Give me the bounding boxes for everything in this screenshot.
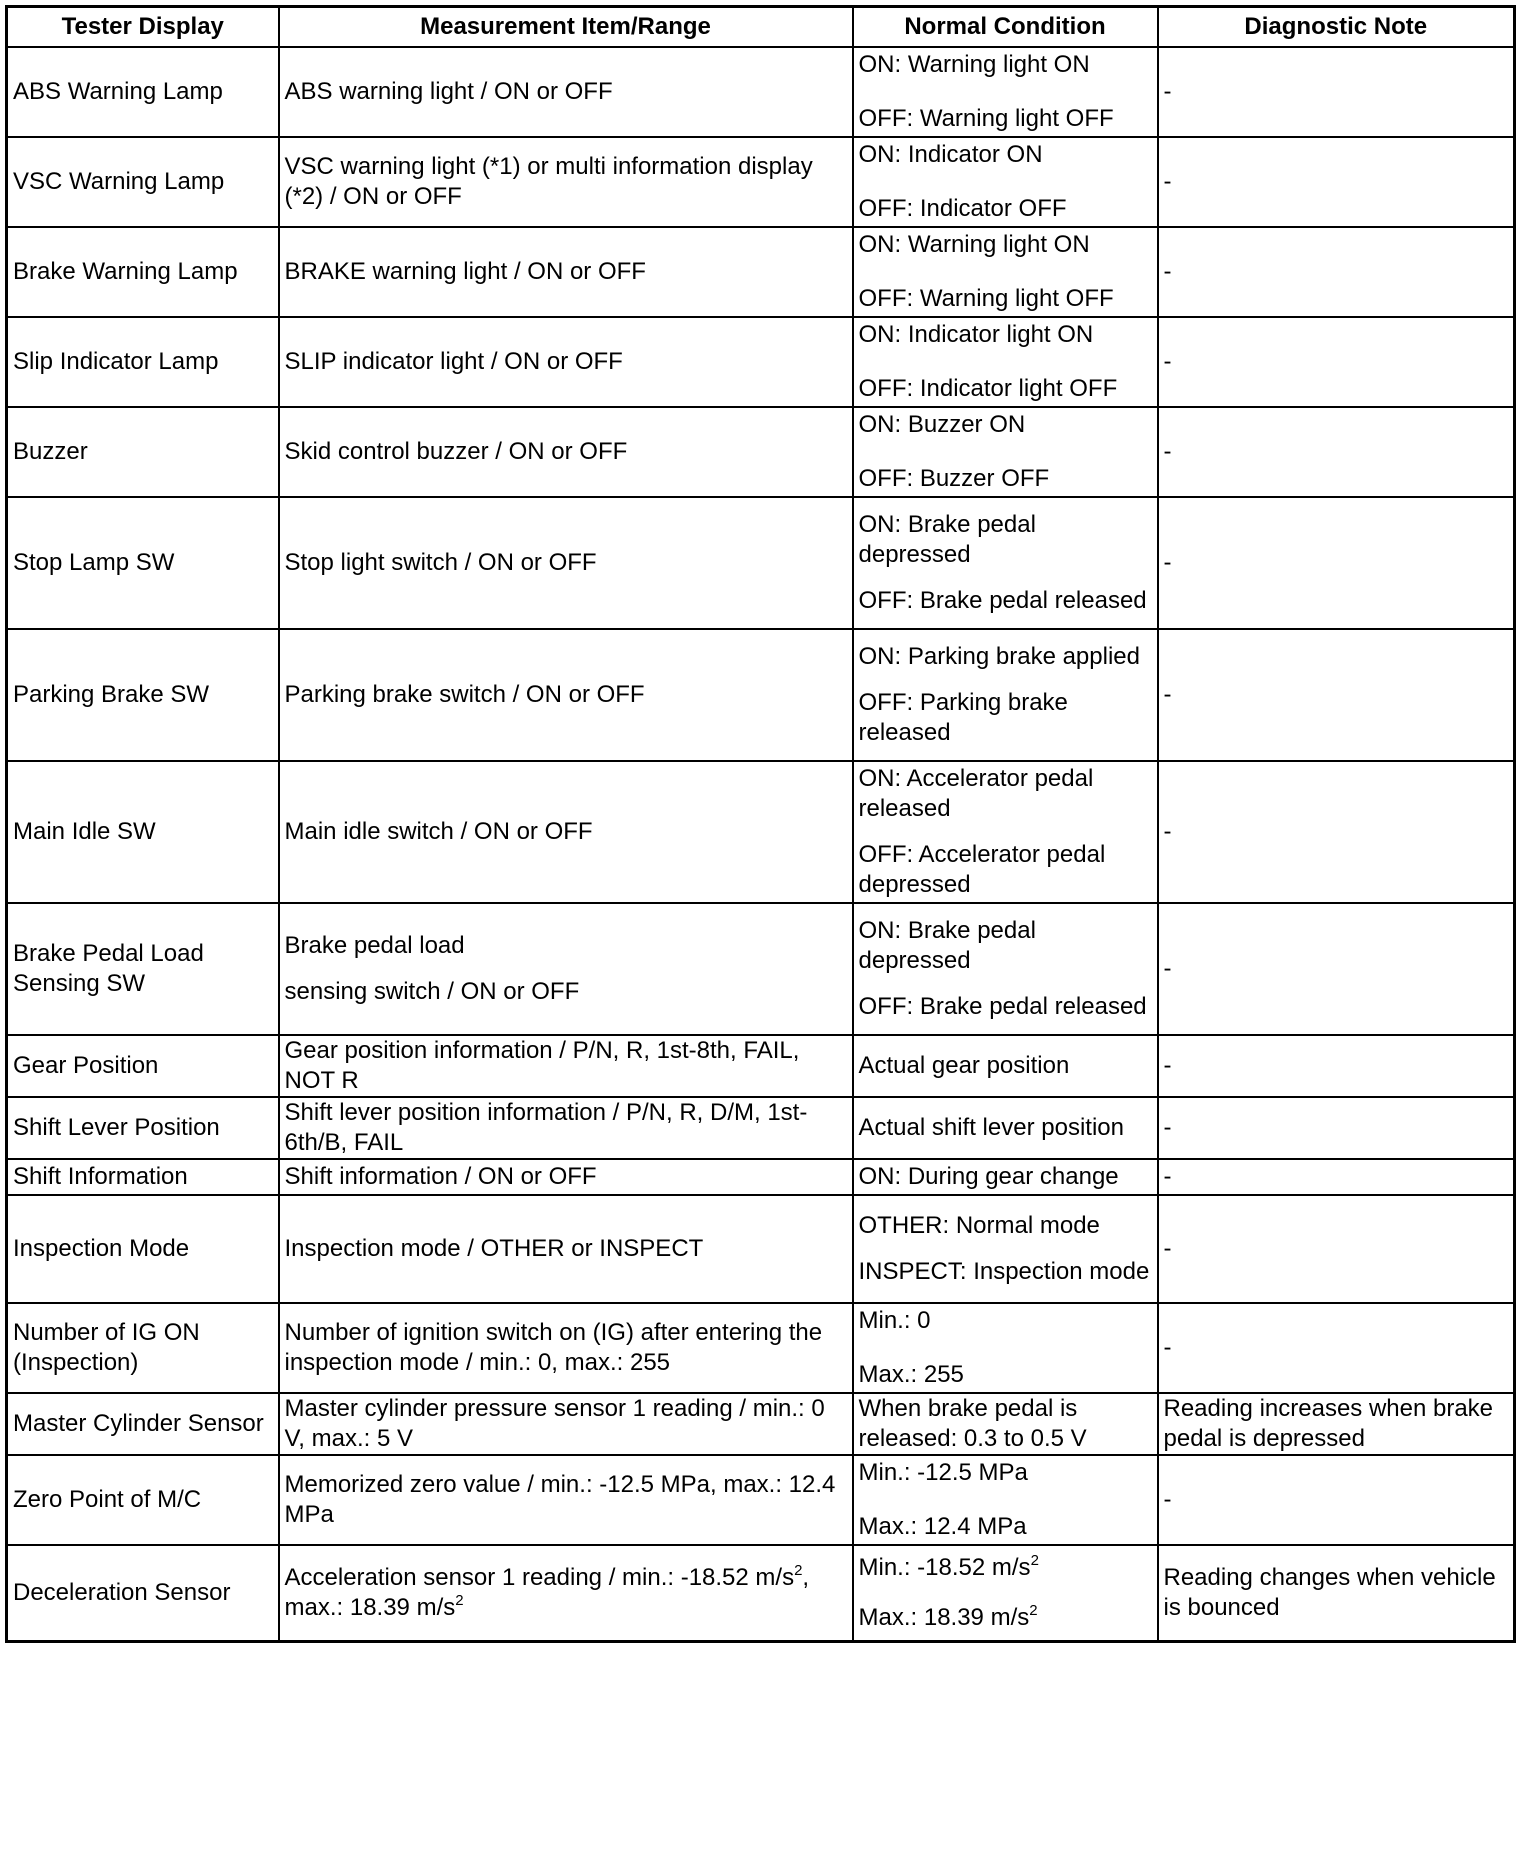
tester-display-cell: Stop Lamp SW [7,497,279,629]
measurement-text: max.: 18.39 m/s [284,1593,456,1621]
tester-display-cell: Shift Information [7,1159,279,1195]
table-row [7,317,1515,407]
condition-on: OTHER: Normal mode [858,1212,1100,1239]
condition-off: Max.: 12.4 MPa [858,1513,1027,1540]
tester-display-cell: VSC Warning Lamp [7,137,279,227]
measurement-cell: SLIP indicator light / ON or OFF [279,317,853,407]
diagnostic-note-cell: - [1158,317,1515,407]
condition-off: OFF: Accelerator pedal depressed [858,841,1106,898]
condition-on [859,1553,1153,1583]
table-row [7,137,1515,227]
measurement-cell: VSC warning light (*1) or multi information display (*2) / ON or OFF [279,137,853,227]
tester-display-cell: Buzzer [7,407,279,497]
diagnostic-note-cell: - [1158,1303,1515,1393]
normal-condition-cell: Actual shift lever position [853,1097,1158,1159]
condition-text: Max.: 18.39 m/s [858,1603,1030,1631]
diagnostic-note-cell: Reading changes when vehicle is bounced [1158,1545,1515,1641]
table-row [7,1455,1515,1545]
header-diagnostic-note: Diagnostic Note [1158,7,1515,48]
diagnostic-note-cell: - [1158,1159,1515,1195]
table-row [7,47,1515,137]
condition-on: ON: Parking brake applied [858,643,1140,670]
normal-condition-cell [853,317,1158,407]
condition-off: OFF: Warning light OFF [858,105,1114,132]
diagnostic-note-cell: - [1158,1455,1515,1545]
data-list-table [5,5,1516,1643]
measurement-cell: Parking brake switch / ON or OFF [279,629,853,761]
condition-off: INSPECT: Inspection mode [858,1258,1150,1285]
measurement-line [285,1593,848,1623]
measurement-cell: Shift lever position information / P/N, R, D/M, 1st-6th/B, FAIL [279,1097,853,1159]
measurement-cell: Skid control buzzer / ON or OFF [279,407,853,497]
table-row [7,629,1515,761]
condition-off: Max.: 255 [858,1361,964,1388]
normal-condition-cell [853,47,1158,137]
exponent: 2 [794,1561,803,1579]
table-row [7,1195,1515,1303]
measurement-cell: Main idle switch / ON or OFF [279,761,853,903]
measurement-cell: Number of ignition switch on (IG) after entering the inspection mode / min.: 0, max.: 255 [279,1303,853,1393]
normal-condition-cell [853,1195,1158,1303]
measurement-cell: Shift information / ON or OFF [279,1159,853,1195]
tester-display-cell: Gear Position [7,1035,279,1097]
normal-condition-cell [853,497,1158,629]
diagnostic-note-cell: - [1158,1035,1515,1097]
tester-display-cell: Deceleration Sensor [7,1545,279,1641]
condition-on: ON: Indicator light ON [858,321,1094,348]
condition-on: ON: Indicator ON [858,141,1043,168]
diagnostic-note-cell: - [1158,497,1515,629]
condition-on: Min.: -12.5 MPa [858,1459,1028,1486]
diagnostic-note-cell: - [1158,407,1515,497]
table-row [7,227,1515,317]
table-row [7,1035,1515,1097]
condition-on: Min.: 0 [858,1307,931,1334]
condition-off: OFF: Indicator light OFF [858,375,1118,402]
diagnostic-note-cell: - [1158,47,1515,137]
normal-condition-cell: Actual gear position [853,1035,1158,1097]
tester-display-cell: Brake Warning Lamp [7,227,279,317]
exponent: 2 [1029,1601,1038,1619]
table-row [7,1159,1515,1195]
normal-condition-cell: ON: During gear change [853,1159,1158,1195]
diagnostic-note-cell: - [1158,903,1515,1035]
table-row [7,1097,1515,1159]
diagnostic-note-cell: - [1158,629,1515,761]
condition-on: ON: Warning light ON [858,51,1090,78]
tester-display-cell: Main Idle SW [7,761,279,903]
measurement-line: Brake pedal load [284,932,465,959]
condition-off [859,1603,1153,1633]
table-row [7,497,1515,629]
table-row [7,1545,1515,1641]
table-row [7,903,1515,1035]
normal-condition-cell [853,629,1158,761]
condition-off: OFF: Buzzer OFF [858,465,1050,492]
table-row [7,407,1515,497]
header-measurement-item: Measurement Item/Range [279,7,853,48]
header-tester-display: Tester Display [7,7,279,48]
condition-off: OFF: Parking brake released [858,689,1068,746]
normal-condition-cell [853,137,1158,227]
measurement-text: Acceleration sensor 1 reading / min.: -18.52 m/s [284,1563,795,1591]
measurement-cell: Memorized zero value / min.: -12.5 MPa, max.: 12.4 MPa [279,1455,853,1545]
condition-on: ON: Buzzer ON [858,411,1026,438]
condition-on: ON: Brake pedal depressed [858,511,1036,568]
measurement-cell: BRAKE warning light / ON or OFF [279,227,853,317]
diagnostic-note-cell: Reading increases when brake pedal is depressed [1158,1393,1515,1455]
header-row [7,7,1515,48]
normal-condition-cell [853,1455,1158,1545]
normal-condition-cell [853,1545,1158,1641]
diagnostic-note-cell: - [1158,227,1515,317]
normal-condition-cell: When brake pedal is released: 0.3 to 0.5 V [853,1393,1158,1455]
condition-on: ON: Brake pedal depressed [858,917,1036,974]
tester-display-cell: ABS Warning Lamp [7,47,279,137]
normal-condition-cell [853,1303,1158,1393]
diagnostic-note-cell: - [1158,1195,1515,1303]
measurement-cell: Master cylinder pressure sensor 1 reading / min.: 0 V, max.: 5 V [279,1393,853,1455]
normal-condition-cell [853,903,1158,1035]
measurement-cell: Gear position information / P/N, R, 1st-8th, FAIL, NOT R [279,1035,853,1097]
diagnostic-note-cell: - [1158,761,1515,903]
measurement-cell: Stop light switch / ON or OFF [279,497,853,629]
table-row [7,1393,1515,1455]
table-row [7,761,1515,903]
condition-on: ON: Warning light ON [858,231,1090,258]
tester-display-cell: Master Cylinder Sensor [7,1393,279,1455]
tester-display-cell: Brake Pedal Load Sensing SW [7,903,279,1035]
measurement-line: sensing switch / ON or OFF [284,978,580,1005]
exponent: 2 [455,1591,464,1609]
exponent: 2 [1030,1551,1039,1569]
tester-display-cell: Shift Lever Position [7,1097,279,1159]
diagnostic-note-cell: - [1158,1097,1515,1159]
normal-condition-cell [853,407,1158,497]
header-normal-condition: Normal Condition [853,7,1158,48]
condition-off: OFF: Brake pedal released [858,587,1147,614]
condition-off: OFF: Indicator OFF [858,195,1067,222]
condition-off: OFF: Warning light OFF [858,285,1114,312]
tester-display-cell: Number of IG ON (Inspection) [7,1303,279,1393]
measurement-cell: ABS warning light / ON or OFF [279,47,853,137]
measurement-text: , [802,1563,810,1591]
tester-display-cell: Slip Indicator Lamp [7,317,279,407]
condition-off: OFF: Brake pedal released [858,993,1147,1020]
tester-display-cell: Zero Point of M/C [7,1455,279,1545]
condition-text: Min.: -18.52 m/s [858,1553,1031,1581]
tester-display-cell: Parking Brake SW [7,629,279,761]
measurement-cell: Inspection mode / OTHER or INSPECT [279,1195,853,1303]
condition-on: ON: Accelerator pedal released [858,765,1094,822]
normal-condition-cell [853,227,1158,317]
measurement-cell [279,903,853,1035]
diagnostic-note-cell: - [1158,137,1515,227]
tester-display-cell: Inspection Mode [7,1195,279,1303]
measurement-cell [279,1545,853,1641]
table-row [7,1303,1515,1393]
normal-condition-cell [853,761,1158,903]
